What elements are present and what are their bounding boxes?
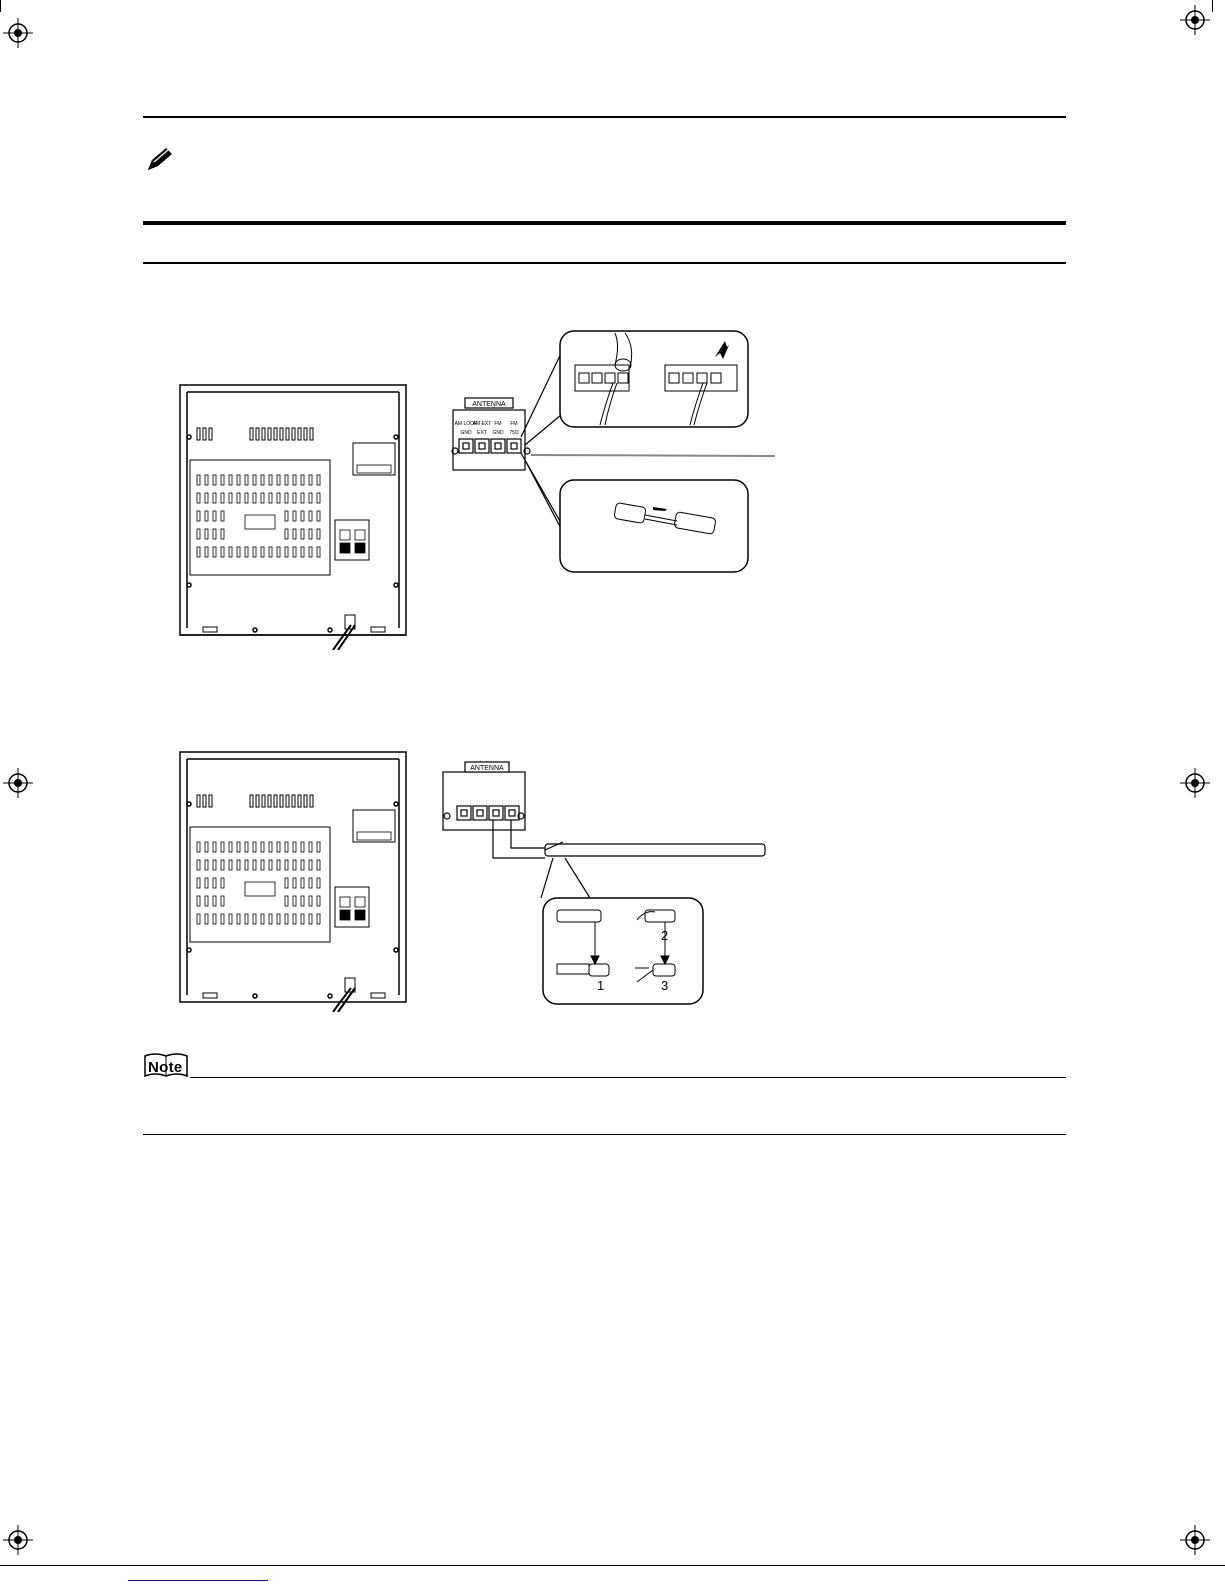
step-number: 3 <box>661 978 669 993</box>
section-thick-rule <box>143 221 1066 225</box>
top-rule <box>143 116 1066 118</box>
terminal-label: AM LOOP <box>454 421 478 427</box>
step-number: 2 <box>661 928 669 943</box>
callout-cable-prep <box>543 898 703 1004</box>
crop-line <box>0 0 1 12</box>
section-thin-rule <box>143 262 1066 264</box>
terminal-sub-label: GND <box>492 430 504 436</box>
figure-am-antenna <box>175 325 785 650</box>
registration-mark-icon <box>1180 1525 1210 1555</box>
footer-crop-line <box>0 1565 1225 1566</box>
pencil-caution-icon <box>146 146 176 172</box>
callout-press-terminal <box>560 331 748 427</box>
crop-line <box>1212 0 1213 12</box>
terminal-sub-label: 75Ω <box>509 430 519 436</box>
footer-link-underline <box>128 1580 268 1581</box>
note-rule <box>190 1077 1066 1078</box>
antenna-terminal-labels <box>455 421 519 436</box>
registration-mark-icon <box>3 1525 33 1555</box>
registration-mark-icon <box>1180 5 1210 35</box>
terminal-sub-label: GND <box>460 430 472 436</box>
registration-mark-icon <box>3 768 33 798</box>
antenna-panel-label: ANTENNA <box>472 401 506 408</box>
terminal-label: FM <box>510 421 518 427</box>
registration-mark-icon <box>1180 768 1210 798</box>
antenna-terminal-detail <box>443 762 765 898</box>
note-label: Note <box>148 1059 183 1076</box>
terminal-sub-label: EXT <box>477 430 487 436</box>
step-number: 1 <box>597 978 605 993</box>
note-bottom-rule <box>143 1134 1066 1135</box>
callout-strip-wire <box>560 480 748 572</box>
antenna-panel-label: ANTENNA <box>470 765 504 772</box>
terminal-label: FM <box>494 421 502 427</box>
unit-back-panel <box>180 752 406 1012</box>
terminal-label: AM EXT <box>472 421 492 427</box>
registration-mark-icon <box>3 18 33 48</box>
figure-fm-antenna <box>175 750 785 1012</box>
unit-back-panel <box>180 385 406 650</box>
